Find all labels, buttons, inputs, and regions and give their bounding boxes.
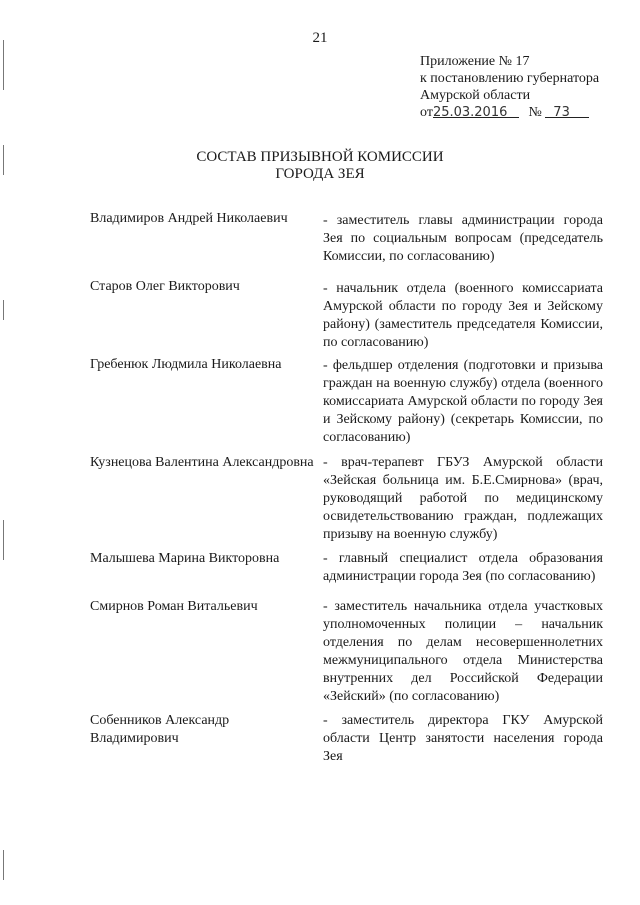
- date-prefix: от: [420, 105, 433, 120]
- date-field: [433, 104, 519, 118]
- member-role: - заместитель начальника отдела участковых уполномоченных полиции – начальник отделения по делам несовершеннолетних межмуниципального отдела Министерства внутренних дел Российской Федерации «Зейский» (по согласованию): [323, 599, 603, 704]
- document-title-line-1: СОСТАВ ПРИЗЫВНОЙ КОМИССИИ: [196, 149, 444, 165]
- member-role: - врач-терапевт ГБУЗ Амурской области «Зейская больница им. Б.Е.Смирнова» (врач, руководящий работой по медицинскому освидетельствованию граждан, подлежащих призыву на военную службу): [323, 455, 603, 542]
- member-name: Гребенюк Людмила Николаевна: [90, 357, 282, 372]
- member-name: Кузнецова Валентина Александровна: [90, 455, 314, 470]
- page-number: 21: [312, 30, 328, 46]
- appendix-header: [420, 53, 620, 121]
- member-role: - главный специалист отдела образования администрации города Зея (по согласованию): [323, 551, 603, 584]
- member-name: Собенников Александр Владимирович: [90, 713, 230, 746]
- member-role: - заместитель директора ГКУ Амурской области Центр занятости населения города Зея: [323, 713, 603, 764]
- number-field: [545, 104, 589, 118]
- scan-edge-mark: [3, 40, 4, 90]
- number-value: 73: [553, 105, 570, 120]
- member-name: Малышева Марина Викторовна: [90, 551, 280, 566]
- appendix-line-2: к постановлению губернатора: [420, 71, 600, 86]
- appendix-line-1: Приложение № 17: [420, 54, 530, 69]
- scan-edge-mark: [3, 850, 4, 880]
- appendix-date-line: [420, 104, 620, 121]
- number-prefix: №: [528, 105, 542, 120]
- member-name: Смирнов Роман Витальевич: [90, 599, 258, 614]
- scan-edge-mark: [3, 520, 4, 560]
- appendix-line-3: Амурской области: [420, 88, 531, 103]
- member-name: Старов Олег Викторович: [90, 279, 240, 294]
- member-role: - фельдшер отделения (подготовки и призыва граждан на военную службу) отдела (военного комиссариата Амурской области по городу Зея и Зейскому району) (секретарь Комиссии, по согласованию): [323, 358, 603, 445]
- date-value: 25.03.2016: [432, 105, 508, 120]
- member-role: - заместитель главы администрации города Зея по социальным вопросам (председатель Комиссии, по согласованию): [323, 213, 603, 264]
- member-name: Владимиров Андрей Николаевич: [90, 211, 288, 226]
- document-title-line-2: ГОРОДА ЗЕЯ: [275, 166, 365, 182]
- member-role: - начальник отдела (военного комиссариата Амурской области по городу Зея и Зейскому району) (заместитель председателя Комиссии, по согласованию): [323, 281, 603, 350]
- scan-edge-mark: [3, 300, 4, 320]
